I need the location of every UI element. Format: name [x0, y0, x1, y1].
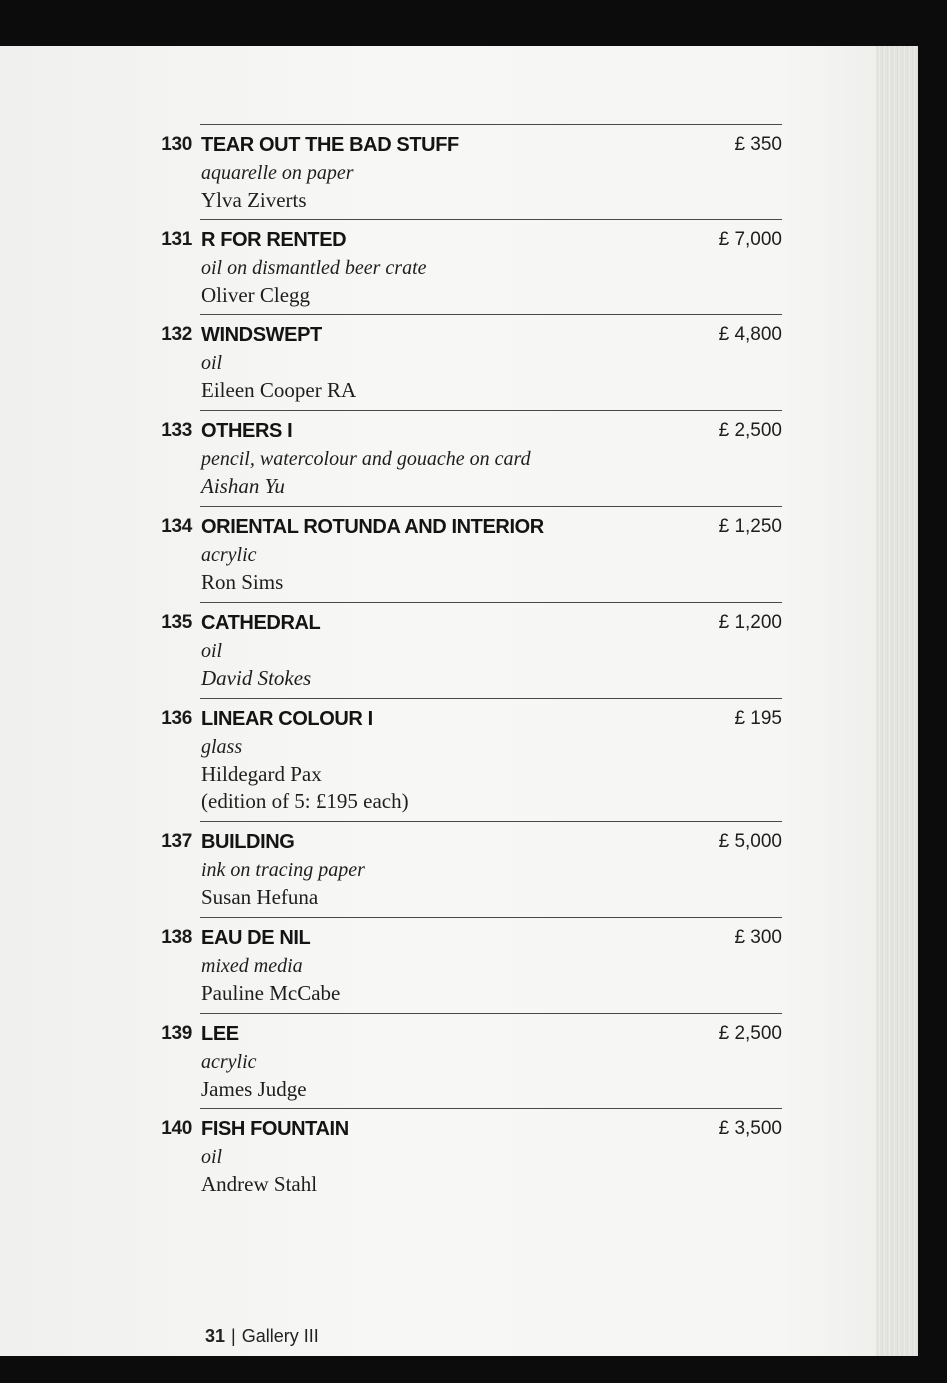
entry-price: £ 5,000 — [718, 831, 782, 852]
entry-divider — [200, 410, 782, 411]
entry-edition: (edition of 5: £195 each) — [201, 789, 409, 813]
entry-divider — [200, 917, 782, 918]
entry-medium: oil — [201, 640, 223, 662]
entry-title: BUILDING — [201, 831, 295, 853]
entry-divider — [200, 1013, 782, 1014]
entry-title: CATHEDRAL — [201, 612, 321, 634]
page-number: 31 — [205, 1326, 226, 1346]
entry-medium: glass — [201, 736, 243, 758]
entry-number: 131 — [161, 229, 192, 250]
entry-artist: Susan Hefuna — [201, 885, 319, 909]
entry-medium: oil — [201, 1146, 223, 1168]
entry-divider — [200, 602, 782, 603]
entry-medium: oil on dismantled beer crate — [201, 257, 427, 279]
entry-title: TEAR OUT THE BAD STUFF — [201, 134, 459, 156]
page-footer — [205, 1326, 319, 1347]
footer-separator: | — [231, 1326, 236, 1346]
entry-title: ORIENTAL ROTUNDA AND INTERIOR — [201, 516, 544, 538]
entry-title: FISH FOUNTAIN — [201, 1118, 349, 1140]
entry-price: £ 1,200 — [718, 612, 782, 633]
entry-number: 138 — [161, 927, 192, 948]
entry-artist: Eileen Cooper RA — [201, 378, 357, 402]
entry-number: 140 — [161, 1118, 192, 1139]
entry-artist: James Judge — [201, 1077, 307, 1101]
entry-number: 132 — [161, 324, 192, 345]
top-rule — [200, 124, 782, 125]
entry-number: 139 — [161, 1023, 192, 1044]
entry-price: £ 7,000 — [718, 229, 782, 250]
entry-artist: Oliver Clegg — [201, 283, 311, 307]
entry-title: LINEAR COLOUR I — [201, 708, 373, 730]
entry-medium: acrylic — [201, 544, 257, 566]
entry-divider — [200, 698, 782, 699]
entry-artist: Aishan Yu — [201, 474, 285, 498]
entry-divider — [200, 1108, 782, 1109]
entry-artist: David Stokes — [201, 666, 312, 690]
entry-artist: Ron Sims — [201, 570, 284, 594]
entry-number: 137 — [161, 831, 192, 852]
entry-number: 136 — [161, 708, 192, 729]
entry-price: £ 3,500 — [718, 1118, 782, 1139]
entry-number: 130 — [161, 134, 192, 155]
entry-number: 134 — [161, 516, 192, 537]
entry-title: OTHERS I — [201, 420, 293, 442]
entry-divider — [200, 821, 782, 822]
entry-price: £ 350 — [734, 134, 782, 155]
entry-artist: Ylva Ziverts — [201, 188, 307, 212]
section-name: Gallery III — [241, 1326, 319, 1346]
entry-price: £ 2,500 — [718, 420, 782, 441]
entry-number: 135 — [161, 612, 192, 633]
entry-medium: mixed media — [201, 955, 303, 977]
entry-price: £ 4,800 — [718, 324, 782, 345]
entry-artist: Pauline McCabe — [201, 981, 341, 1005]
entry-artist: Andrew Stahl — [201, 1172, 318, 1196]
catalogue-page — [0, 46, 918, 1356]
entry-price: £ 1,250 — [718, 516, 782, 537]
entry-price: £ 195 — [734, 708, 782, 729]
page-edge — [876, 46, 918, 1356]
entry-divider — [200, 219, 782, 220]
entry-medium: oil — [201, 352, 223, 374]
entry-title: WINDSWEPT — [201, 324, 322, 346]
entry-title: LEE — [201, 1023, 239, 1045]
entry-artist: Hildegard Pax — [201, 762, 322, 786]
entry-medium: ink on tracing paper — [201, 859, 365, 881]
entry-medium: aquarelle on paper — [201, 162, 354, 184]
entry-price: £ 2,500 — [718, 1023, 782, 1044]
entry-divider — [200, 506, 782, 507]
entry-title: R FOR RENTED — [201, 229, 347, 251]
entry-number: 133 — [161, 420, 192, 441]
entry-medium: acrylic — [201, 1051, 257, 1073]
entry-title: EAU DE NIL — [201, 927, 311, 949]
entry-price: £ 300 — [734, 927, 782, 948]
entry-divider — [200, 314, 782, 315]
entry-medium: pencil, watercolour and gouache on card — [201, 448, 531, 470]
